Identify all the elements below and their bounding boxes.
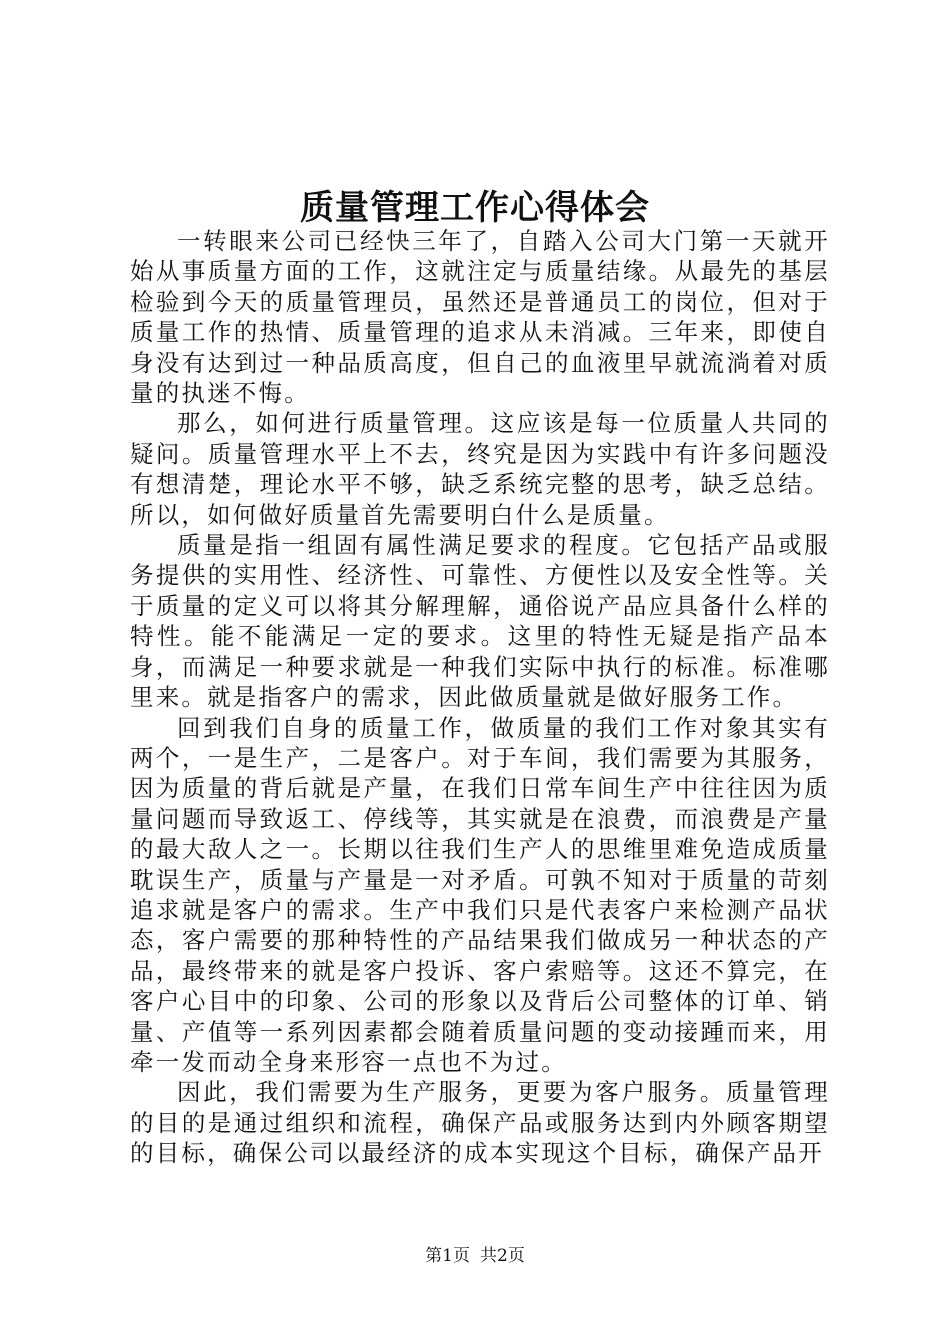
paragraph: 质量是指一组固有属性满足要求的程度。它包括产品或服务提供的实用性、经济性、可靠性、方便性以及安全性等。关于质量的定义可以将其分解理解，通俗说产品应具备什么样的特性。能不能满足一定的要求。这里的特性无疑是指产品本身，而满足一种要求就是一种我们实际中执行的标准。标准哪里来。就是指客户的需求，因此做质量就是做好服务工作。 bbox=[130, 531, 830, 712]
paragraph: 一转眼来公司已经快三年了，自踏入公司大门第一天就开始从事质量方面的工作，这就注定与质量结缘。从最先的基层检验到今天的质量管理员，虽然还是普通员工的岗位，但对于质量工作的热情、质量管理的追求从未消减。三年来，即使自身没有达到过一种品质高度，但自己的血液里早就流淌着对质量的执迷不悔。 bbox=[130, 227, 830, 408]
page-number: 第1页 bbox=[425, 1246, 470, 1266]
page-footer bbox=[0, 1244, 950, 1268]
document-body bbox=[130, 226, 830, 1169]
paragraph: 那么，如何进行质量管理。这应该是每一位质量人共同的疑问。质量管理水平上不去，终究是因为实践中有许多问题没有想清楚，理论水平不够，缺乏系统完整的思考，缺乏总结。所以，如何做好质量首先需要明白什么是质量。 bbox=[130, 409, 830, 529]
document-title: 质量管理工作心得体会 bbox=[300, 188, 650, 228]
paragraph: 因此，我们需要为生产服务，更要为客户服务。质量管理的目的是通过组织和流程，确保产品或服务达到内外顾客期望的目标，确保公司以最经济的成本实现这个目标，确保产品开 bbox=[130, 1078, 830, 1168]
page-total: 共2页 bbox=[480, 1246, 525, 1266]
paragraph: 回到我们自身的质量工作，做质量的我们工作对象其实有两个，一是生产，二是客户。对于车间，我们需要为其服务，因为质量的背后就是产量，在我们日常车间生产中往往因为质量问题而导致返工、停线等，其实就是在浪费，而浪费是产量的最大敌人之一。长期以往我们生产人的思维里难免造成质量耽误生产，质量与产量是一对矛盾。可孰不知对于质量的苛刻追求就是客户的需求。生产中我们只是代表客户来检测产品状态，客户需要的那种特性的产品结果我们做成另一种状态的产品，最终带来的就是客户投诉、客户索赔等。这还不算完，在客户心目中的印象、公司的形象以及背后公司整体的订单、销量、产值等一系列因素都会随着质量问题的变动接踵而来，用牵一发而动全身来形容一点也不为过。 bbox=[130, 713, 830, 1076]
